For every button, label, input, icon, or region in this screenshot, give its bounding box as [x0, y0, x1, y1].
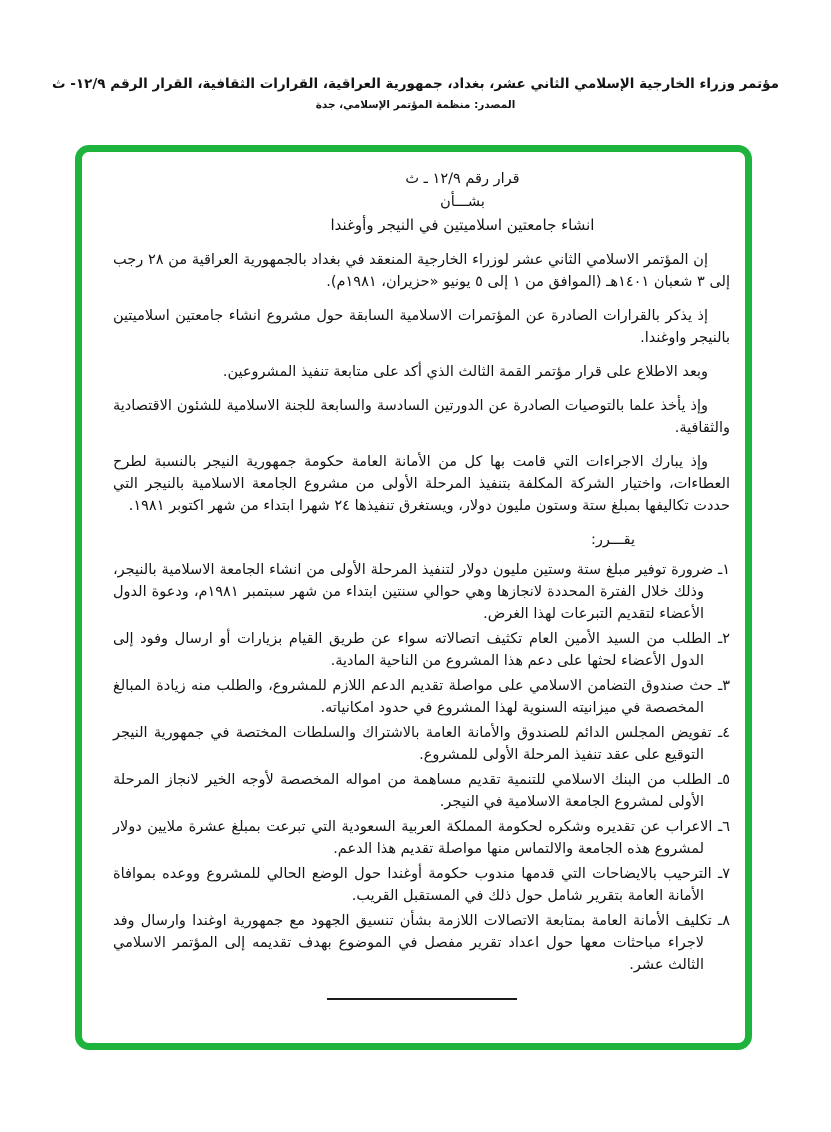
preamble-paragraph: وإذ يأخذ علما بالتوصيات الصادرة عن الدورتين السادسة والسابعة للجنة الاسلامية للشئون الاقتصادية والثقافية. [113, 398, 730, 436]
bottom-divider-rule [327, 998, 517, 1000]
decision-item [113, 559, 730, 625]
preamble-paragraph: وبعد الاطلاع على قرار مؤتمر القمة الثالث الذي أكد على متابعة تنفيذ المشروعين. [222, 364, 708, 380]
decision-item [113, 628, 730, 672]
decision-number: ٦ـ [717, 819, 730, 835]
decision-number: ٧ـ [717, 866, 730, 882]
resolution-number-line: قرار رقم ١٢/٩ ـ ث [405, 171, 520, 187]
document-body [113, 168, 730, 1000]
decision-text: ضرورة توفير مبلغ ستة وستين مليون دولار لتنفيذ المرحلة الأولى من انشاء الجامعة الاسلامية بالنيجر، وذلك خلال الفترة المحددة لانجازها وهي حوالي سنتين ابتداء من شهر سبتمبر ١٩٨١م، ودعوة الدول الأعضاء لتقديم التبرعات لهذا الغرض. [113, 562, 714, 622]
decision-text: الطلب من السيد الأمين العام تكثيف اتصالاته سواء عن طريق القيام بزيارات أو ارسال وفود إلى الدول الأعضاء لحثها على دعم هذا المشروع من الناحية المادية. [113, 631, 712, 669]
decision-number: ٢ـ [717, 631, 730, 647]
decision-item [113, 722, 730, 766]
green-document-frame [75, 145, 752, 1050]
decision-number: ٥ـ [717, 772, 730, 788]
decision-text: تفويض المجلس الدائم للصندوق والأمانة العامة بالاشتراك والسلطات المختصة في جمهورية النيجر التوقيع على عقد تنفيذ المرحلة الأولى للمشروع. [113, 725, 712, 763]
decision-number: ٨ـ [717, 913, 730, 929]
decision-number: ١ـ [717, 562, 730, 578]
page-header [0, 76, 831, 111]
decision-item [113, 675, 730, 719]
preamble-paragraph: وإذ يبارك الاجراءات التي قامت بها كل من الأمانة العامة حكومة جمهورية النيجر بالنسبة لطرح العطاءات، واختيار الشركة المكلفة بتنفيذ المرحلة الأولى من مشروع الجامعة الاسلامية بالنيجر التي حددت تكاليفها بمبلغ ستة وستون مليون دولار، ويستغرق تنفيذها ٢٤ شهرا ابتداء من شهر اكتوبر ١٩٨١. [113, 454, 730, 514]
decision-item [113, 910, 730, 976]
decision-item [113, 769, 730, 813]
decision-text: الطلب من البنك الاسلامي للتنمية تقديم مساهمة من امواله المخصصة لأوجه الخير لانجاز المرحلة الأولى لمشروع الجامعة الاسلامية في النيجر. [113, 772, 712, 810]
source-line: المصدر: منظمة المؤتمر الإسلامي، جدة [315, 99, 516, 111]
decides-label: يقـــرر: [590, 532, 635, 548]
preamble-paragraph: إذ يذكر بالقرارات الصادرة عن المؤتمرات الاسلامية السابقة حول مشروع انشاء جامعتين اسلاميتين بالنيجر واوغندا. [113, 308, 730, 346]
decision-text: الترحيب بالايضاحات التي قدمها مندوب حكومة أوغندا حول الوضع الحالي للمشروع ووعده بموافاة الأمانة العامة بتقرير شامل حول ذلك في المستقبل القريب. [113, 866, 712, 904]
conference-header-line: مؤتمر وزراء الخارجية الإسلامي الثاني عشر، بغداد، جمهورية العراقية، القرارات الثقافية، القرار الرقم ١٢/٩- ث [52, 76, 779, 92]
decision-number: ٣ـ [717, 678, 731, 694]
preamble-paragraph: إن المؤتمر الاسلامي الثاني عشر لوزراء الخارجية المنعقد في بغداد بالجمهورية العراقية من ٢٨ رجب إلى ٣ شعبان ١٤٠١هـ (الموافق من ١ إلى ٥ يونيو «حزيران، ١٩٨١م). [113, 252, 730, 290]
resolution-regarding-line: بشـــأن [440, 194, 485, 210]
decision-text: تكليف الأمانة العامة بمتابعة الاتصالات اللازمة بشأن تنسيق الجهود مع جمهورية اوغندا وارسال وفد لاجراء مباحثات معها حول اعداد تقرير مفصل في الموضوع بهدف تقديمه إلى المؤتمر الاسلامي الثالث عشر. [113, 913, 712, 973]
resolution-subject-line: انشاء جامعتين اسلاميتين في النيجر وأوغندا [330, 216, 595, 234]
decision-number: ٤ـ [717, 725, 731, 741]
resolution-title-block [154, 168, 771, 237]
decision-item [113, 816, 730, 860]
decision-item [113, 863, 730, 907]
decision-text: حث صندوق التضامن الاسلامي على مواصلة تقديم الدعم اللازم للمشروع، والطلب منه زيادة المبالغ المخصصة في ميزانيته السنوية لهذا المشروع في حدود امكانياته. [113, 678, 713, 716]
decision-text: الاعراب عن تقديره وشكره لحكومة المملكة العربية السعودية التي تبرعت بمبلغ عشرة ملايين دولار لمشروع هذه الجامعة والالتماس منها مواصلة تقديم هذا الدعم. [113, 819, 713, 857]
